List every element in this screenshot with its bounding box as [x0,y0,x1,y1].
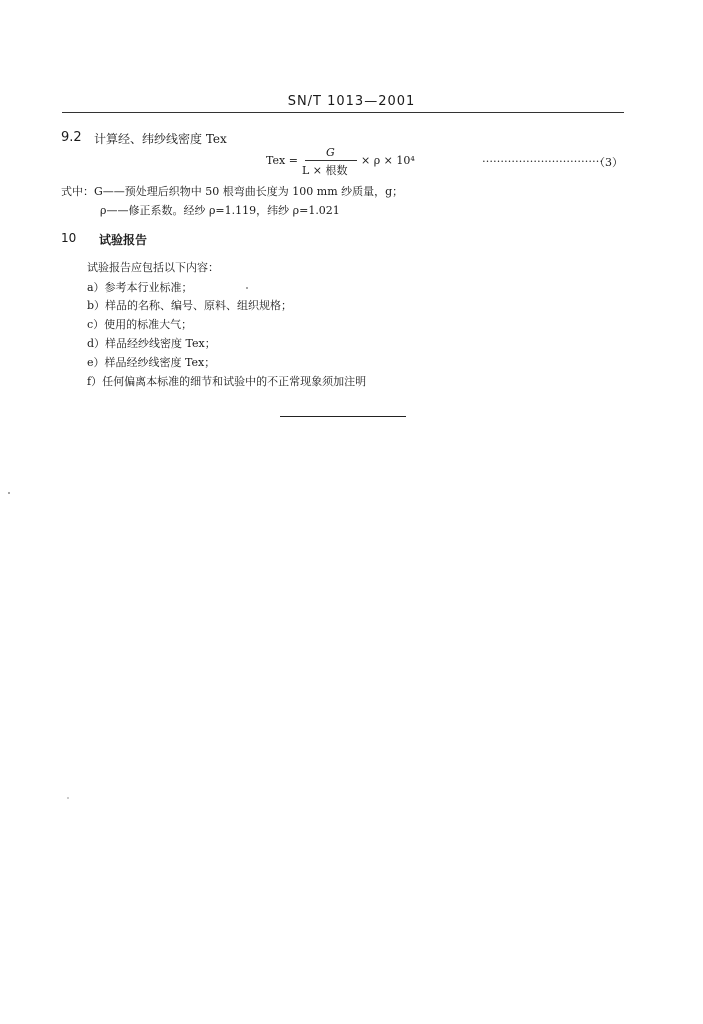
where-line-1: 式中：G——预处理后织物中 50 根弯曲长度为 100 mm 纱质量，g； [61,185,404,198]
standard-code: SN/T 1013—2001 [287,94,416,109]
leader-dots: …………………………… [482,152,603,165]
report-intro: 试验报告应包括以下内容： [87,261,219,274]
where-line-2: ρ——修正系数。经纱 ρ=1.119，纬纱 ρ=1.021 [100,204,340,217]
report-item-d: d）样品经纱线密度 Tex； [87,337,216,350]
report-item-a: a）参考本行业标准； [87,281,193,294]
scan-speck [67,797,69,799]
report-item-b: b）样品的名称、编号、原料、组织规格； [87,299,293,312]
section-title-10: 试验报告 [99,233,148,247]
scan-speck [8,492,10,494]
section-title-9-2: 计算经、纬纱线密度 Tex [94,132,227,146]
formula-lhs: Tex = [266,154,298,167]
equation-number: （3） [594,156,623,169]
formula-numerator: G [326,146,335,159]
report-item-c: c）使用的标准大气； [87,318,193,331]
formula-rhs: × ρ × 10⁴ [361,154,415,167]
section-number-10: 10 [61,231,77,245]
header-rule [62,112,624,113]
scan-speck [246,287,248,289]
report-item-e: e）样品经纱线密度 Tex； [87,356,216,369]
section-number-9-2: 9.2 [61,130,82,145]
formula-denominator: L × 根数 [302,164,348,177]
report-item-f: f）任何偏离本标准的细节和试验中的不正常现象须加注明 [87,375,367,388]
fraction-bar [305,160,357,161]
end-rule [280,416,406,417]
